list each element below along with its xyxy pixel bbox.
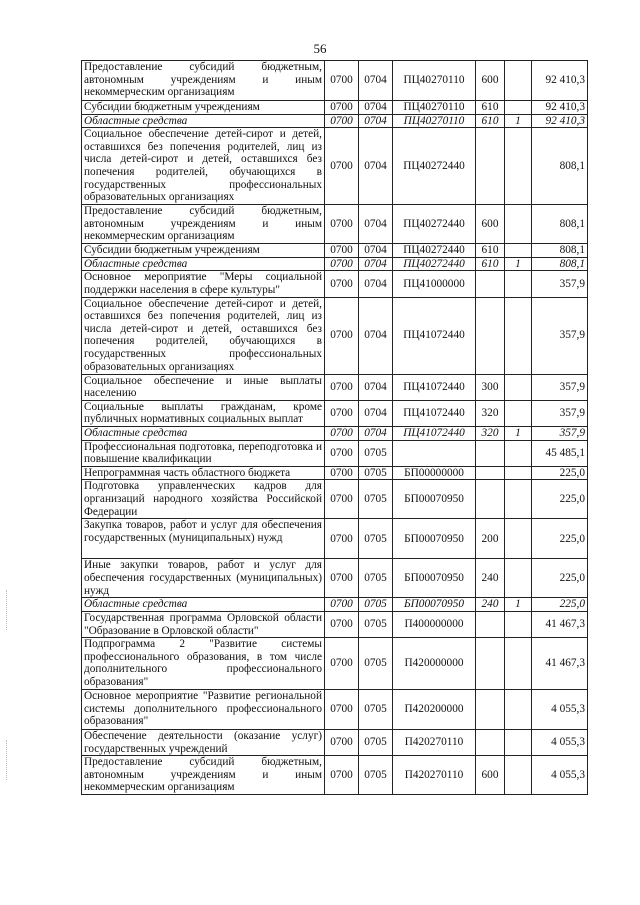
row-source bbox=[505, 244, 532, 258]
table-row bbox=[82, 598, 588, 612]
table-row bbox=[82, 440, 588, 466]
row-vr: 610 bbox=[476, 257, 505, 271]
row-source bbox=[505, 730, 532, 756]
row-csr: ПЦ40270110 bbox=[393, 114, 476, 128]
table-row bbox=[82, 374, 588, 400]
row-vr bbox=[476, 128, 505, 205]
row-rz: 0700 bbox=[325, 466, 359, 480]
row-csr: БП00070950 bbox=[393, 559, 476, 598]
table-row bbox=[82, 426, 588, 440]
row-sum: 808,1 bbox=[532, 244, 588, 258]
row-name: Обеспечение деятельности (оказание услуг) государственных учреждений bbox=[82, 730, 325, 756]
row-rz: 0700 bbox=[325, 244, 359, 258]
row-pr: 0705 bbox=[359, 611, 393, 637]
row-sum: 808,1 bbox=[532, 257, 588, 271]
row-source: 1 bbox=[505, 426, 532, 440]
row-name: Подпрограмма 2 "Развитие системы профессионального образования, в том числе дополнительного профессионального образования" bbox=[82, 638, 325, 690]
row-sum: 4 055,3 bbox=[532, 730, 588, 756]
row-source bbox=[505, 297, 532, 374]
table-row bbox=[82, 61, 588, 101]
table-row bbox=[82, 611, 588, 637]
table-row bbox=[82, 271, 588, 297]
row-vr: 200 bbox=[476, 519, 505, 559]
row-sum: 4 055,3 bbox=[532, 756, 588, 795]
row-source bbox=[505, 101, 532, 115]
row-name: Предоставление субсидий бюджетным, автономным учреждениям и иным некоммерческим организациям bbox=[82, 61, 325, 101]
table-row bbox=[82, 638, 588, 690]
row-name: Основное мероприятие "Развитие региональной системы дополнительного профессионального образования" bbox=[82, 690, 325, 730]
row-vr: 240 bbox=[476, 559, 505, 598]
row-pr: 0704 bbox=[359, 205, 393, 244]
row-rz: 0700 bbox=[325, 257, 359, 271]
row-sum: 357,9 bbox=[532, 297, 588, 374]
row-vr bbox=[476, 611, 505, 637]
row-sum: 92 410,3 bbox=[532, 61, 588, 101]
row-sum: 357,9 bbox=[532, 400, 588, 426]
row-vr: 610 bbox=[476, 244, 505, 258]
row-source bbox=[505, 400, 532, 426]
row-rz: 0700 bbox=[325, 690, 359, 730]
row-pr: 0705 bbox=[359, 730, 393, 756]
row-sum: 92 410,3 bbox=[532, 114, 588, 128]
row-csr: ПЦ41072440 bbox=[393, 400, 476, 426]
row-source bbox=[505, 519, 532, 559]
row-vr: 240 bbox=[476, 598, 505, 612]
row-sum: 225,0 bbox=[532, 598, 588, 612]
row-csr: БП00000000 bbox=[393, 466, 476, 480]
row-csr: П420270110 bbox=[393, 730, 476, 756]
row-source bbox=[505, 690, 532, 730]
row-pr: 0704 bbox=[359, 400, 393, 426]
row-source bbox=[505, 440, 532, 466]
row-sum: 357,9 bbox=[532, 374, 588, 400]
row-vr: 300 bbox=[476, 374, 505, 400]
row-rz: 0700 bbox=[325, 519, 359, 559]
row-csr: П420270110 bbox=[393, 756, 476, 795]
row-rz: 0700 bbox=[325, 205, 359, 244]
row-source bbox=[505, 271, 532, 297]
row-name: Непрограммная часть областного бюджета bbox=[82, 466, 325, 480]
row-name: Социальные выплаты гражданам, кроме публичных нормативных социальных выплат bbox=[82, 400, 325, 426]
row-name: Подготовка управленческих кадров для организаций народного хозяйства Российской Федерации bbox=[82, 480, 325, 519]
row-rz: 0700 bbox=[325, 374, 359, 400]
table-row bbox=[82, 257, 588, 271]
row-pr: 0705 bbox=[359, 756, 393, 795]
row-name: Предоставление субсидий бюджетным, автономным учреждениям и иным некоммерческим организациям bbox=[82, 756, 325, 795]
row-name: Областные средства bbox=[82, 257, 325, 271]
row-vr: 610 bbox=[476, 101, 505, 115]
row-rz: 0700 bbox=[325, 756, 359, 795]
row-vr bbox=[476, 271, 505, 297]
row-pr: 0705 bbox=[359, 638, 393, 690]
row-csr: ПЦ40272440 bbox=[393, 128, 476, 205]
row-pr: 0704 bbox=[359, 297, 393, 374]
row-csr: ПЦ41072440 bbox=[393, 297, 476, 374]
row-pr: 0704 bbox=[359, 257, 393, 271]
table-row bbox=[82, 730, 588, 756]
row-pr: 0705 bbox=[359, 519, 393, 559]
row-vr bbox=[476, 690, 505, 730]
row-pr: 0704 bbox=[359, 374, 393, 400]
row-source bbox=[505, 756, 532, 795]
row-name: Предоставление субсидий бюджетным, автономным учреждениям и иным некоммерческим организациям bbox=[82, 205, 325, 244]
table-row bbox=[82, 690, 588, 730]
row-rz: 0700 bbox=[325, 638, 359, 690]
table-row bbox=[82, 756, 588, 795]
row-csr: П420000000 bbox=[393, 638, 476, 690]
row-sum: 92 410,3 bbox=[532, 101, 588, 115]
table-row bbox=[82, 205, 588, 244]
row-rz: 0700 bbox=[325, 440, 359, 466]
row-vr bbox=[476, 440, 505, 466]
row-name: Закупка товаров, работ и услуг для обеспечения государственных (муниципальных) нужд bbox=[82, 519, 325, 559]
row-source bbox=[505, 466, 532, 480]
row-pr: 0704 bbox=[359, 101, 393, 115]
row-sum: 225,0 bbox=[532, 519, 588, 559]
row-rz: 0700 bbox=[325, 480, 359, 519]
row-source: 1 bbox=[505, 598, 532, 612]
row-rz: 0700 bbox=[325, 114, 359, 128]
row-source bbox=[505, 205, 532, 244]
row-name: Социальное обеспечение и иные выплаты населению bbox=[82, 374, 325, 400]
row-sum: 225,0 bbox=[532, 466, 588, 480]
row-rz: 0700 bbox=[325, 598, 359, 612]
row-csr: ПЦ41000000 bbox=[393, 271, 476, 297]
table-row bbox=[82, 114, 588, 128]
row-name: Профессиональная подготовка, переподготовка и повышение квалификации bbox=[82, 440, 325, 466]
row-csr: ПЦ41072440 bbox=[393, 426, 476, 440]
row-vr bbox=[476, 297, 505, 374]
row-source bbox=[505, 61, 532, 101]
row-sum: 4 055,3 bbox=[532, 690, 588, 730]
row-csr: П420200000 bbox=[393, 690, 476, 730]
row-csr: ПЦ40270110 bbox=[393, 61, 476, 101]
row-sum: 225,0 bbox=[532, 480, 588, 519]
row-source bbox=[505, 611, 532, 637]
budget-table bbox=[81, 60, 588, 795]
row-source: 1 bbox=[505, 257, 532, 271]
row-source bbox=[505, 559, 532, 598]
row-pr: 0705 bbox=[359, 598, 393, 612]
row-vr: 610 bbox=[476, 114, 505, 128]
row-rz: 0700 bbox=[325, 400, 359, 426]
row-csr: БП00070950 bbox=[393, 519, 476, 559]
table-row bbox=[82, 400, 588, 426]
row-vr: 320 bbox=[476, 400, 505, 426]
row-rz: 0700 bbox=[325, 559, 359, 598]
row-name: Субсидии бюджетным учреждениям bbox=[82, 244, 325, 258]
row-sum: 41 467,3 bbox=[532, 638, 588, 690]
table-row bbox=[82, 244, 588, 258]
row-sum: 225,0 bbox=[532, 559, 588, 598]
row-sum: 357,9 bbox=[532, 271, 588, 297]
row-rz: 0700 bbox=[325, 101, 359, 115]
row-name: Областные средства bbox=[82, 114, 325, 128]
page-number: 56 bbox=[313, 41, 327, 56]
row-vr: 600 bbox=[476, 61, 505, 101]
row-sum: 357,9 bbox=[532, 426, 588, 440]
table-body bbox=[82, 61, 588, 795]
row-pr: 0705 bbox=[359, 480, 393, 519]
row-csr: ПЦ40272440 bbox=[393, 244, 476, 258]
row-csr: БП00070950 bbox=[393, 480, 476, 519]
row-pr: 0705 bbox=[359, 466, 393, 480]
row-csr bbox=[393, 440, 476, 466]
row-rz: 0700 bbox=[325, 128, 359, 205]
row-csr: ПЦ41072440 bbox=[393, 374, 476, 400]
row-pr: 0704 bbox=[359, 61, 393, 101]
row-name: Областные средства bbox=[82, 598, 325, 612]
row-csr: ПЦ40270110 bbox=[393, 101, 476, 115]
row-pr: 0704 bbox=[359, 271, 393, 297]
row-rz: 0700 bbox=[325, 297, 359, 374]
row-source bbox=[505, 638, 532, 690]
row-csr: ПЦ40272440 bbox=[393, 257, 476, 271]
scan-margin-mark bbox=[6, 590, 8, 630]
row-rz: 0700 bbox=[325, 426, 359, 440]
table-row bbox=[82, 297, 588, 374]
table-row bbox=[82, 466, 588, 480]
row-sum: 45 485,1 bbox=[532, 440, 588, 466]
row-pr: 0705 bbox=[359, 690, 393, 730]
row-rz: 0700 bbox=[325, 271, 359, 297]
row-name: Иные закупки товаров, работ и услуг для обеспечения государственных (муниципальных) нужд bbox=[82, 559, 325, 598]
row-source: 1 bbox=[505, 114, 532, 128]
row-name: Социальное обеспечение детей-сирот и детей, оставшихся без попечения родителей, лиц из числа детей-сирот и детей, оставшихся без попечения родителей, обучающихся в государственных профессиональных образовательных организациях bbox=[82, 128, 325, 205]
row-csr: БП00070950 bbox=[393, 598, 476, 612]
row-pr: 0704 bbox=[359, 244, 393, 258]
row-pr: 0705 bbox=[359, 440, 393, 466]
row-vr: 600 bbox=[476, 756, 505, 795]
table-row bbox=[82, 101, 588, 115]
row-name: Государственная программа Орловской области "Образование в Орловской области" bbox=[82, 611, 325, 637]
row-pr: 0704 bbox=[359, 426, 393, 440]
scan-margin-mark bbox=[6, 740, 8, 780]
row-vr bbox=[476, 466, 505, 480]
row-rz: 0700 bbox=[325, 730, 359, 756]
table-row bbox=[82, 480, 588, 519]
row-pr: 0705 bbox=[359, 559, 393, 598]
row-name: Основное мероприятие "Меры социальной поддержки населения в сфере культуры" bbox=[82, 271, 325, 297]
row-vr bbox=[476, 638, 505, 690]
row-name: Субсидии бюджетным учреждениям bbox=[82, 101, 325, 115]
row-sum: 808,1 bbox=[532, 128, 588, 205]
table-row bbox=[82, 519, 588, 559]
row-pr: 0704 bbox=[359, 114, 393, 128]
row-csr: ПЦ40272440 bbox=[393, 205, 476, 244]
row-sum: 808,1 bbox=[532, 205, 588, 244]
row-pr: 0704 bbox=[359, 128, 393, 205]
row-vr: 600 bbox=[476, 205, 505, 244]
row-rz: 0700 bbox=[325, 61, 359, 101]
row-source bbox=[505, 480, 532, 519]
row-rz: 0700 bbox=[325, 611, 359, 637]
row-source bbox=[505, 374, 532, 400]
row-source bbox=[505, 128, 532, 205]
row-vr bbox=[476, 730, 505, 756]
table-row bbox=[82, 559, 588, 598]
row-vr bbox=[476, 480, 505, 519]
table-row bbox=[82, 128, 588, 205]
row-name: Социальное обеспечение детей-сирот и детей, оставшихся без попечения родителей, лиц из числа детей-сирот и детей, оставшихся без попечения родителей, обучающихся в государственных профессиональных образовательных организациях bbox=[82, 297, 325, 374]
row-name: Областные средства bbox=[82, 426, 325, 440]
row-vr: 320 bbox=[476, 426, 505, 440]
row-sum: 41 467,3 bbox=[532, 611, 588, 637]
row-csr: П400000000 bbox=[393, 611, 476, 637]
